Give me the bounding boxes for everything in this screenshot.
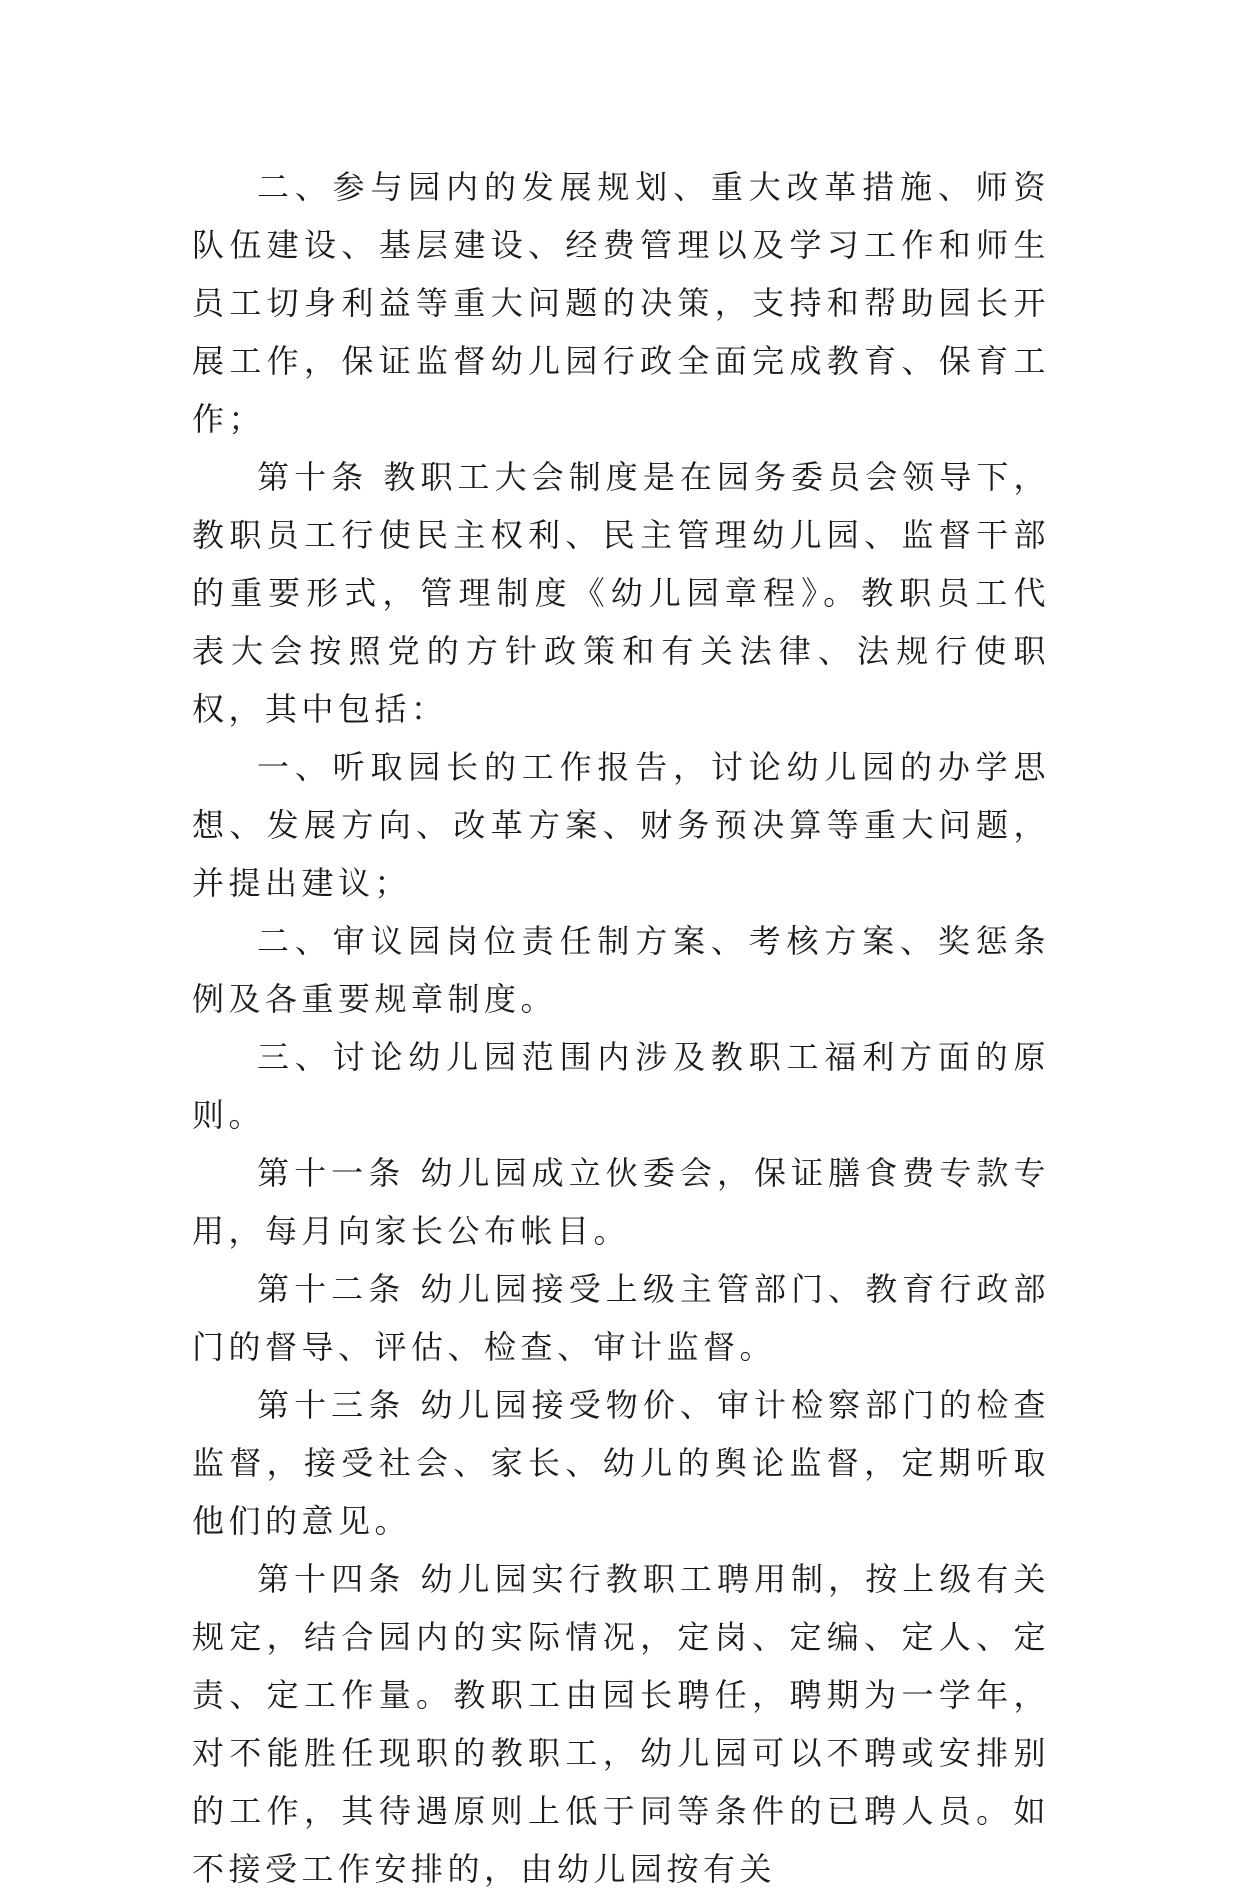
paragraph-clause-3-welfare: 三、讨论幼儿园范围内涉及教职工福利方面的原则。 (192, 1038, 1050, 1134)
paragraph-clause-1-report: 一、听取园长的工作报告，讨论幼儿园的办学思想、发展方向、改革方案、财务预决算等重大问题，并提出建议； (192, 748, 1050, 902)
paragraph-clause-2-review: 二、审议园岗位责任制方案、考核方案、奖惩条例及各重要规章制度。 (192, 922, 1050, 1018)
paragraph-article-12: 第十二条 幼儿园接受上级主管部门、教育行政部门的督导、评估、检查、审计监督。 (192, 1270, 1050, 1366)
paragraph-article-13: 第十三条 幼儿园接受物价、审计检察部门的检查监督，接受社会、家长、幼儿的舆论监督，定期听取他们的意见。 (192, 1386, 1050, 1540)
paragraph-article-10: 第十条 教职工大会制度是在园务委员会领导下，教职员工行使民主权利、民主管理幼儿园、监督干部的重要形式，管理制度《幼儿园章程》。教职员工代表大会按照党的方针政策和有关法律、法规行使职权，其中包括： (192, 458, 1050, 728)
paragraph-clause-2-participation: 二、参与园内的发展规划、重大改革措施、师资队伍建设、基层建设、经费管理以及学习工作和师生员工切身利益等重大问题的决策，支持和帮助园长开展工作，保证监督幼儿园行政全面完成教育、保育工作； (192, 168, 1050, 438)
document-body (192, 158, 1050, 1898)
paragraph-article-11: 第十一条 幼儿园成立伙委会，保证膳食费专款专用，每月向家长公布帐目。 (192, 1154, 1050, 1250)
paragraph-article-14: 第十四条 幼儿园实行教职工聘用制，按上级有关规定，结合园内的实际情况，定岗、定编、定人、定责、定工作量。教职工由园长聘任，聘期为一学年，对不能胜任现职的教职工，幼儿园可以不聘或安排别的工作，其待遇原则上低于同等条件的已聘人员。如不接受工作安排的，由幼儿园按有关 (192, 1560, 1050, 1888)
